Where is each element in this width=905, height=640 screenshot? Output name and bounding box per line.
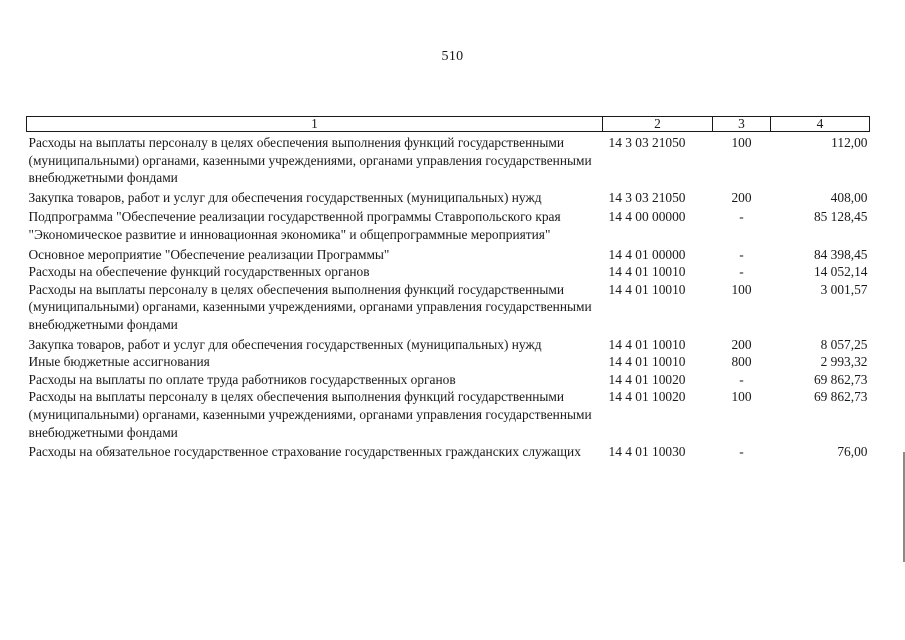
row-code: 14 3 03 21050 — [608, 189, 686, 205]
row-vr: - — [739, 444, 744, 460]
row-code: 14 4 01 10010 — [608, 354, 686, 370]
row-name: Расходы на обязательное государственное страхование государственных гражданских служащих — [28, 444, 581, 460]
table-row — [27, 441, 870, 461]
row-name: Расходы на обеспечение функций государственных органов — [28, 264, 370, 280]
row-name: Расходы на выплаты по оплате труда работников государственных органов — [28, 371, 456, 387]
column-header-2: 2 — [603, 117, 713, 132]
table-row — [27, 281, 870, 334]
row-code: 14 4 01 10010 — [608, 281, 686, 297]
column-header-1: 1 — [27, 117, 603, 132]
table-row — [27, 371, 870, 389]
row-name: Иные бюджетные ассигнования — [28, 354, 210, 370]
row-amount: 14 052,14 — [813, 264, 868, 280]
row-vr: 100 — [731, 281, 752, 297]
row-vr: - — [739, 264, 744, 280]
row-name: Подпрограмма "Обеспечение реализации государственной программы Ставропольского края "Экономическое развитие и инновационная экономика" и общепрограммные мероприятия" — [28, 209, 561, 242]
row-amount: 69 862,73 — [813, 389, 868, 405]
table-header-row — [27, 117, 870, 132]
row-name: Расходы на выплаты персоналу в целях обеспечения выполнения функций государственными (муниципальными) органами, казенными учреждениями, органами управления государственными внебюджетными фондами — [28, 389, 592, 440]
row-code: 14 4 01 10030 — [608, 444, 686, 460]
row-amount: 112,00 — [831, 135, 868, 150]
table-row — [27, 388, 870, 441]
row-vr: - — [739, 246, 744, 262]
row-code: 14 3 03 21050 — [608, 135, 686, 150]
table-row — [27, 353, 870, 371]
table-row — [27, 244, 870, 264]
row-vr: - — [739, 371, 744, 387]
row-name: Расходы на выплаты персоналу в целях обеспечения выполнения функций государственными (муниципальными) органами, казенными учреждениями, органами управления государственными внебюджетными фондами — [28, 281, 592, 332]
column-header-3: 3 — [713, 117, 771, 132]
row-amount: 2 993,32 — [820, 354, 868, 370]
row-vr: 100 — [731, 389, 752, 405]
table-row — [27, 187, 870, 207]
row-name: Расходы на выплаты персоналу в целях обеспечения выполнения функций государственными (муниципальными) органами, казенными учреждениями, органами управления государственными внебюджетными фондами — [28, 135, 592, 186]
row-amount: 69 862,73 — [813, 371, 868, 387]
row-vr: 200 — [731, 189, 752, 205]
row-vr: 800 — [731, 354, 752, 370]
row-code: 14 4 01 10020 — [608, 371, 686, 387]
row-amount: 408,00 — [830, 189, 868, 205]
row-code: 14 4 01 10020 — [608, 389, 686, 405]
row-code: 14 4 01 10010 — [608, 264, 686, 280]
table-row — [27, 132, 870, 187]
row-name: Основное мероприятие "Обеспечение реализации Программы" — [28, 246, 390, 262]
row-name: Закупка товаров, работ и услуг для обеспечения государственных (муниципальных) нужд — [28, 336, 542, 352]
table-row — [27, 334, 870, 354]
row-code: 14 4 01 00000 — [608, 246, 686, 262]
table-row — [27, 206, 870, 243]
row-amount: 84 398,45 — [813, 246, 868, 262]
row-amount: 8 057,25 — [820, 336, 868, 352]
table-row — [27, 263, 870, 281]
row-amount: 85 128,45 — [813, 209, 868, 225]
row-amount: 76,00 — [837, 444, 868, 460]
column-header-4: 4 — [771, 117, 870, 132]
row-vr: 200 — [731, 336, 752, 352]
row-amount: 3 001,57 — [820, 281, 868, 297]
budget-table — [26, 116, 870, 461]
row-vr: 100 — [731, 135, 752, 150]
row-code: 14 4 01 10010 — [608, 336, 686, 352]
row-name: Закупка товаров, работ и услуг для обеспечения государственных (муниципальных) нужд — [28, 189, 542, 205]
row-vr: - — [739, 209, 744, 225]
page-number: 510 — [441, 49, 464, 64]
row-code: 14 4 00 00000 — [608, 209, 686, 225]
